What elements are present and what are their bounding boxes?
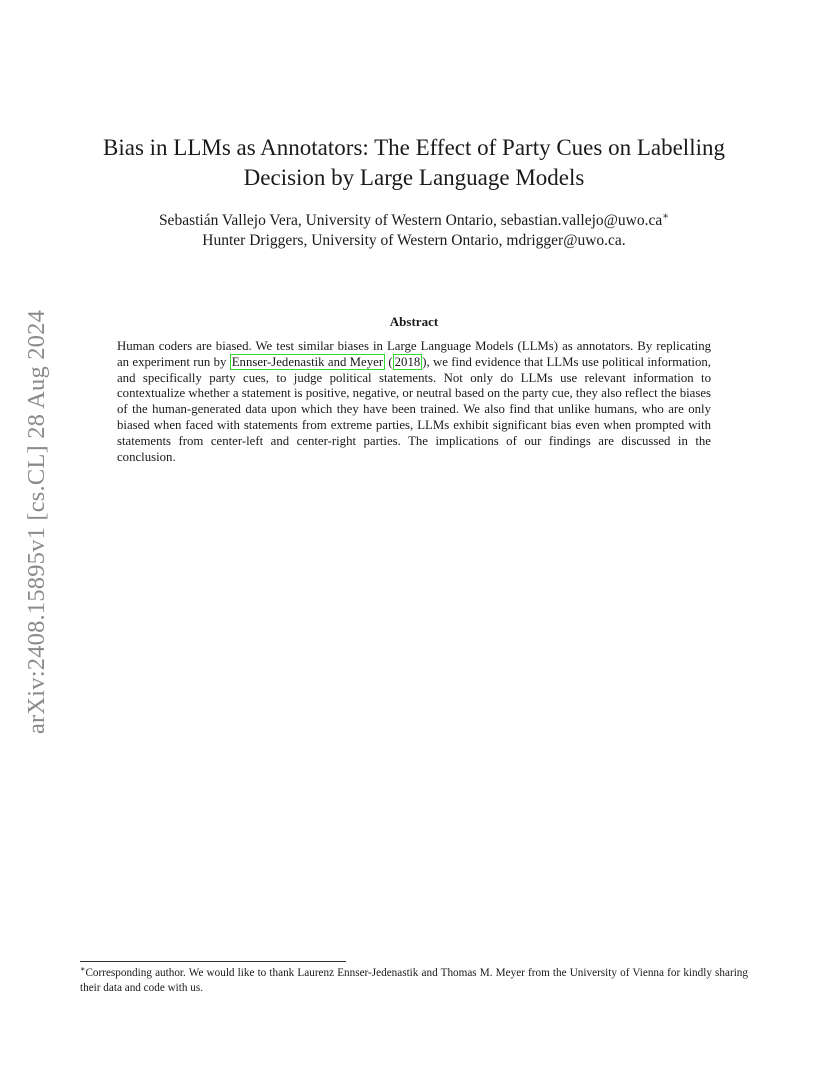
- author-1-footnote-mark[interactable]: ∗: [662, 210, 670, 222]
- author-2: [80, 231, 748, 251]
- abstract-body: [117, 339, 711, 465]
- author-list: [80, 211, 748, 251]
- author-1: [80, 211, 748, 231]
- author-2-text: Hunter Driggers, University of Western Ontario, mdrigger@uwo.ca.: [202, 232, 626, 249]
- title-line-2: Decision by Large Language Models: [243, 165, 585, 190]
- footnote-mark: ∗: [80, 964, 86, 974]
- footnote: [80, 966, 748, 995]
- citation-open-paren: (: [388, 354, 393, 369]
- citation-link-year[interactable]: 2018: [394, 354, 421, 369]
- footnote-divider: [80, 961, 346, 962]
- citation-close-paren: ): [422, 354, 427, 369]
- citation-link-authors[interactable]: Ennser-Jedenastik and Meyer: [231, 354, 384, 369]
- paper-title: [80, 133, 748, 193]
- author-1-text: Sebastián Vallejo Vera, University of Western Ontario, sebastian.vallejo@uwo.ca: [158, 212, 663, 229]
- abstract-heading: Abstract: [389, 314, 439, 329]
- footnote-text: Corresponding author. We would like to thank Laurenz Ennser-Jedenastik and Thomas M. Meyer from the University of Vienna for kindly sharing their data and code with us.: [80, 967, 748, 994]
- abstract-text-before-citation: Human coders are biased. We test similar biases in Large Language Models (LLMs) as annotators. By replicating an experiment run by: [117, 339, 711, 369]
- title-line-1: Bias in LLMs as Annotators: The Effect of Party Cues on Labelling: [103, 135, 725, 160]
- arxiv-identifier-stamp: arXiv:2408.15895v1 [cs.CL] 28 Aug 2024: [23, 309, 50, 735]
- abstract-text-after-citation: , we find evidence that LLMs use political information, and specifically party cues, to judge political statements. Not only do LLMs use relevant information to contextualize whether a statement is positive, negative, or neutral based on the party cue, they also reflect the biases of the human-generated data upon which they have been trained. We also find that unlike humans, who are only biased when faced with statements from extreme parties, LLMs exhibit significant bias even when prompted with statements from center-left and center-right parties. The implications of our findings are discussed in the conclusion.: [117, 354, 711, 464]
